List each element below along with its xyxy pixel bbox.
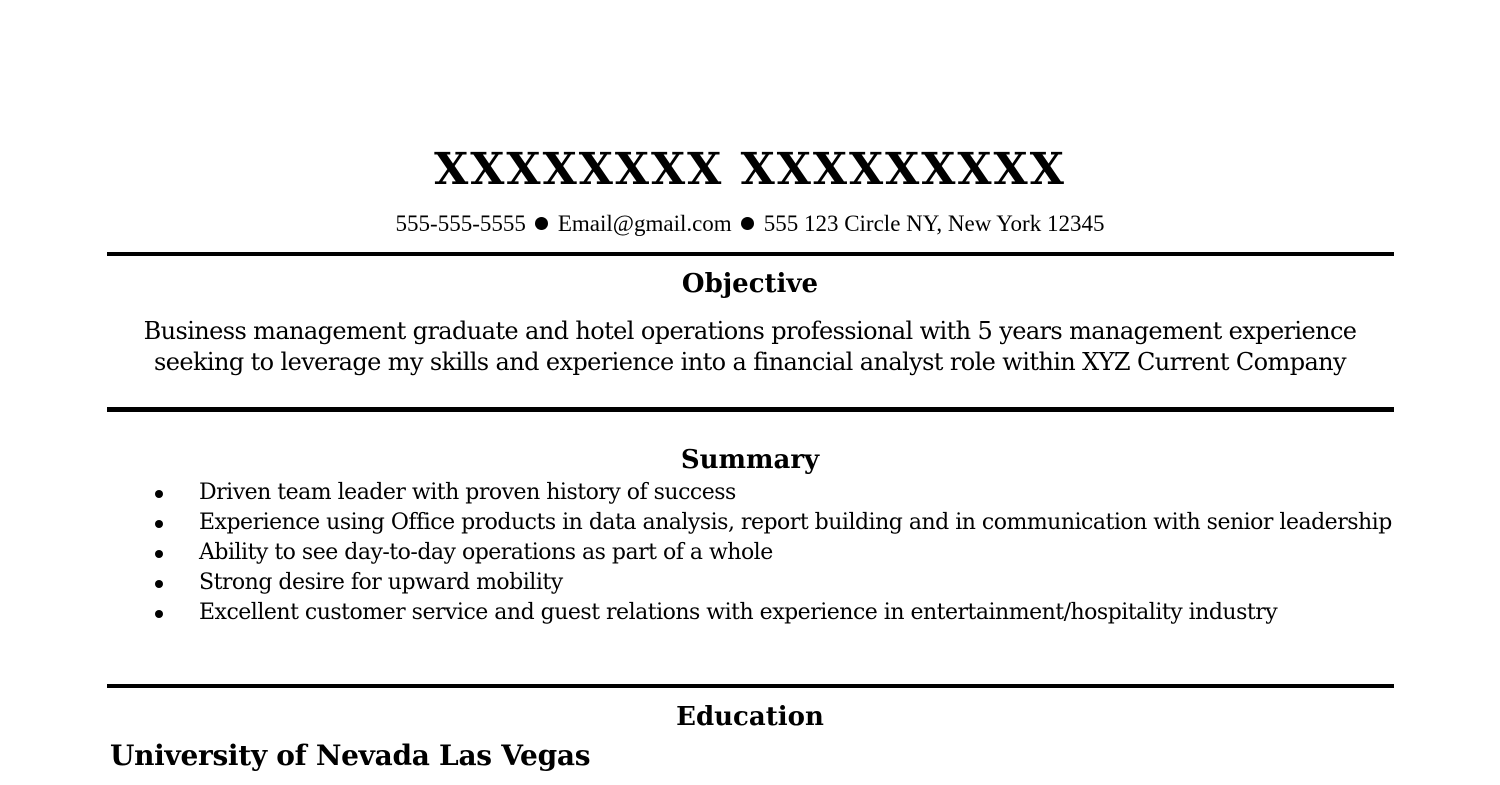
divider: [107, 252, 1394, 256]
bullet-icon: [155, 520, 163, 528]
bullet-icon: [155, 550, 163, 558]
summary-item-text: Excellent customer service and guest relations with experience in entertainment/hospitality industry: [199, 600, 1278, 625]
divider: [107, 407, 1394, 412]
objective-line-1: Business management graduate and hotel operations professional with 5 years management experience: [143, 317, 1357, 345]
summary-item-text: Ability to see day-to-day operations as part of a whole: [199, 540, 773, 565]
bullet-icon: [155, 490, 163, 498]
summary-heading: Summary: [680, 445, 820, 475]
list-item: [0, 508, 1500, 538]
objective-heading: Objective: [681, 269, 819, 299]
divider: [107, 684, 1394, 688]
objective-text: [100, 316, 1400, 378]
education-heading: Education: [676, 702, 824, 732]
bullet-icon: [155, 610, 163, 618]
summary-list: [0, 478, 1500, 628]
candidate-name: XXXXXXXX XXXXXXXXX: [434, 144, 1066, 195]
separator-dot-icon: [535, 217, 548, 230]
phone-number: 555-555-5555: [395, 211, 526, 236]
summary-item-text: Driven team leader with proven history of success: [199, 480, 736, 505]
summary-item-text: Strong desire for upward mobility: [199, 570, 563, 595]
email-address: Email@gmail.com: [557, 211, 732, 236]
separator-dot-icon: [741, 217, 754, 230]
list-item: [0, 598, 1500, 628]
street-address: 555 123 Circle NY, New York 12345: [763, 211, 1105, 236]
list-item: [0, 478, 1500, 508]
list-item: [0, 538, 1500, 568]
contact-line: [0, 209, 1500, 239]
objective-line-2: seeking to leverage my skills and experience into a financial analyst role within XYZ Current Company: [154, 348, 1346, 376]
list-item: [0, 568, 1500, 598]
bullet-icon: [155, 580, 163, 588]
school-name: University of Nevada Las Vegas: [110, 739, 591, 772]
summary-item-text: Experience using Office products in data analysis, report building and in communication with senior leadership: [199, 510, 1392, 535]
